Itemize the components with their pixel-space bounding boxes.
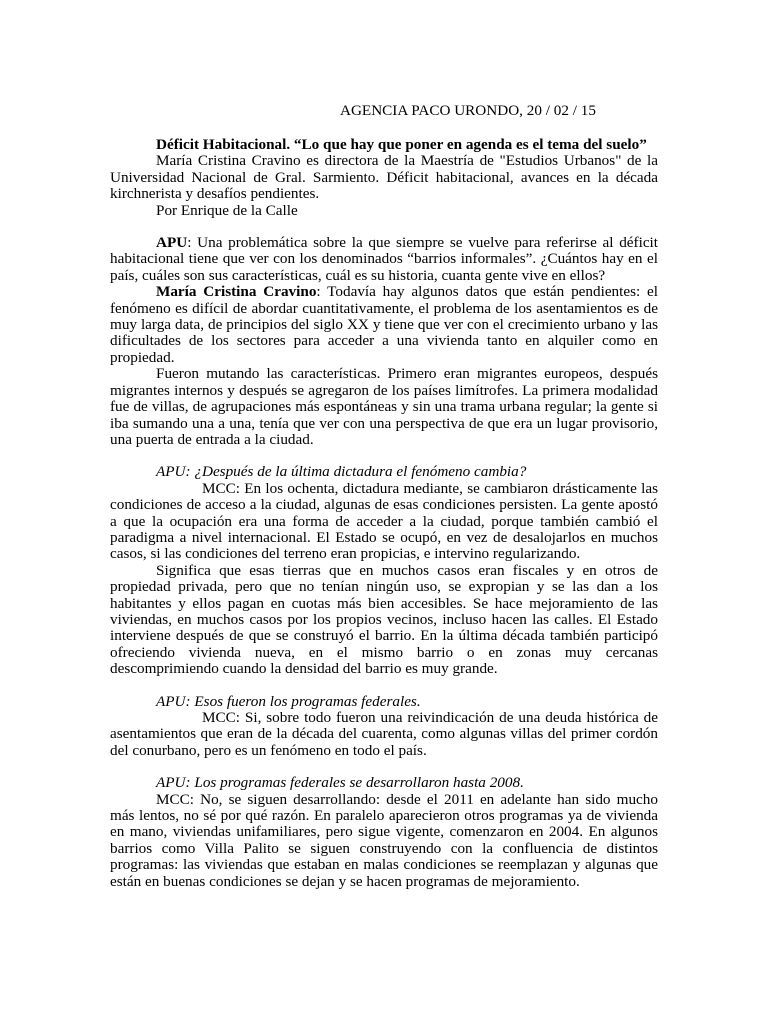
- qa1-question: [110, 235, 658, 284]
- qa3-question: [110, 694, 658, 710]
- paragraph-gap: [110, 219, 658, 235]
- qa1-answer-continued: Fueron mutando las características. Primero eran migrantes europeos, después migrantes internos y después se agregaron de los países limítrofes. La primera modalidad fue de villas, de agrupaciones más espontáneas y sin una trama urbana regular; la gente si iba sumando una a una, tenía que ver con una perspectiva de que era un lugar provisorio, una puerta de entrada a la ciudad.: [110, 365, 658, 448]
- qa2-question-text: APU: ¿Después de la última dictadura el fenómeno cambia?: [156, 463, 527, 481]
- article-title: [110, 137, 658, 153]
- qa3-answer: MCC: Si, sobre todo fueron una reivindicación de una deuda histórica de asentamientos que eran de la década del cuarenta, como algunas villas del primer cordón del conurbano, pero es un fenómeno en todo el país.: [110, 709, 658, 759]
- qa1-answer-speaker: María Cristina Cravino: [156, 283, 317, 301]
- qa1-question-speaker: APU: [156, 234, 188, 252]
- article-body: [110, 137, 658, 890]
- qa1-answer-text: : Todavía hay algunos datos que están pendientes: el fenómeno es difícil de abordar cuantitativamente, el problema de los asentamientos es de muy larga data, de principios del siglo XX y tiene que ver con el crecimiento urbano y las dificultades de los sectores para acceder a una vivienda tanto en alquiler como en propiedad.: [110, 283, 659, 366]
- qa1-question-text: : Una problemática sobre la que siempre se vuelve para referirse al déficit habitacional tiene que ver con los denominados “barrios informales”. ¿Cuántos hay en el país, cuáles son sus características, cuál es su historia, cuanta gente vive en ellos?: [110, 234, 658, 284]
- qa4-answer: MCC: No, se siguen desarrollando: desde el 2011 en adelante han sido mucho más lentos, no sé por qué razón. En paralelo aparecieron otros programas ya de vivienda en mano, viviendas unifamiliares, pero sigue vigente, comenzaron en 2004. En algunos barrios como Villa Palito se siguen construyendo con la confluencia de distintos programas: las viviendas que estaban en malas condiciones se reemplazan y algunas que están en buenas condiciones se dejan y se hacen programas de mejoramiento.: [110, 790, 658, 890]
- paragraph-gap: [110, 448, 658, 464]
- qa2-question: [110, 464, 658, 480]
- agency-date-line: AGENCIA PACO URONDO, 20 / 02 / 15: [340, 102, 596, 119]
- qa2-answer: MCC: En los ochenta, dictadura mediante, se cambiaron drásticamente las condiciones de acceso a la ciudad, algunas de esas condiciones persisten. La gente apostó a que la ocupación era una forma de acceder a la ciudad, porque también cambió el paradigma a nivel internacional. El Estado se ocupó, en vez de desalojarlos en muchos casos, si las condiciones del terreno eran propicias, e intervino regularizando.: [110, 479, 658, 563]
- article-byline: Por Enrique de la Calle: [156, 201, 298, 219]
- paragraph-gap: [110, 759, 658, 775]
- qa4-question-text: APU: Los programas federales se desarrollaron hasta 2008.: [156, 774, 524, 792]
- qa3-question-text: APU: Esos fueron los programas federales.: [156, 692, 421, 710]
- qa1-answer: [110, 284, 658, 366]
- qa2-answer-continued: Significa que esas tierras que en muchos casos eran fiscales y en otros de propiedad privada, pero que no tenían ningún uso, se expropian y se las dan a los habitantes y ellos pagan en cuotas más bien accesibles. Se hace mejoramiento de las viviendas, en muchos casos por los propios vecinos, incluso hacen las calles. El Estado interviene después de que se construyó el barrio. En la última década también participó ofreciendo vivienda nueva, en el mismo barrio o en zonas muy cercanas descomprimiendo cuando la densidad del barrio es muy grande.: [110, 561, 658, 678]
- qa4-question: [110, 775, 658, 791]
- article-title-text: Déficit Habitacional. “Lo que hay que poner en agenda es el tema del suelo”: [156, 136, 647, 153]
- article-lead: María Cristina Cravino es directora de la Maestría de "Estudios Urbanos" de la Universidad Nacional de Gral. Sarmiento. Déficit habitacional, avances en la década kirchnerista y desafíos pendientes.: [110, 152, 658, 203]
- paragraph-gap: [110, 678, 658, 694]
